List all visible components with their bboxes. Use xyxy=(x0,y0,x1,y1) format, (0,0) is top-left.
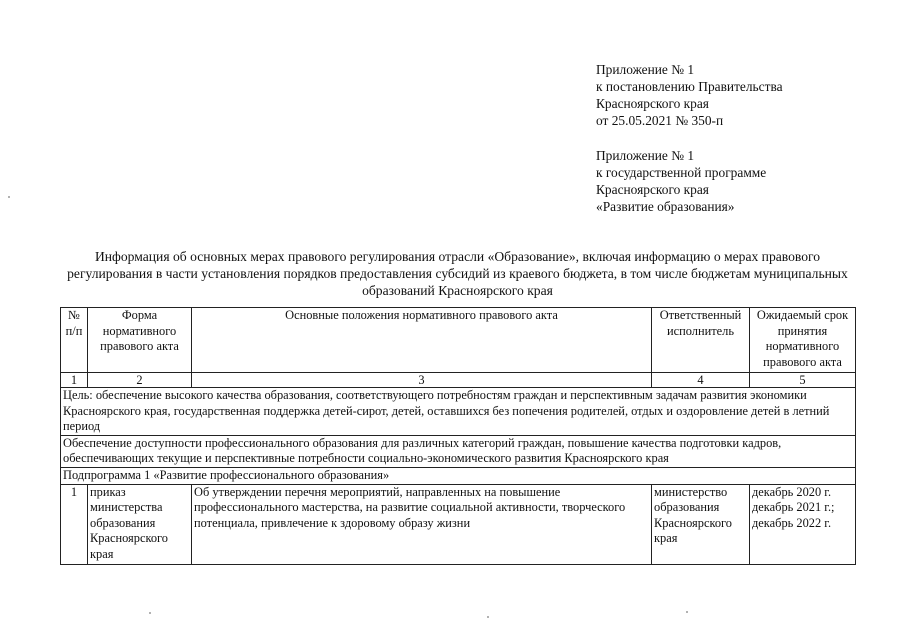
appendix-2-line: «Развитие образования» xyxy=(596,199,735,214)
appendix-2-line: Приложение № 1 xyxy=(596,148,695,163)
header-term: Ожидаемый срок принятия нормативного правового акта xyxy=(750,308,856,373)
row-term: декабрь 2022 г. xyxy=(752,515,832,530)
goal-text: Цель: обеспечение высокого качества образования, соответствующего потребностям граждан и перспективным задачам развития экономики Красноярского края, государственная поддержка детей-сирот, детей, оставшихся без попечения родителей, отдых и оздоровление детей в летний период xyxy=(61,388,856,436)
row-provisions: Об утверждении перечня мероприятий, направленных на повышение профессионального мастерства, на развитие социальной активности, творческого потенциала, привлечение к здоровому образу жизни xyxy=(192,484,652,564)
column-number: 3 xyxy=(192,373,652,388)
appendix-2-line: к государственной программе xyxy=(596,165,767,180)
row-number: 1 xyxy=(61,484,88,564)
column-number: 2 xyxy=(88,373,192,388)
document-title: Информация об основных мерах правового регулирования отрасли «Образование», включая информацию о мерах правового регулирования в части установления порядков предоставления субсидий из краевого бюджета, в том числе бюджетам муниципальных образований Красноярского края xyxy=(67,249,848,298)
table-row xyxy=(61,484,856,564)
subprogram-text: Подпрограмма 1 «Развитие профессионального образования» xyxy=(61,467,856,484)
column-number: 5 xyxy=(750,373,856,388)
row-term: декабрь 2021 г.; xyxy=(752,500,835,515)
row-executor: министерство образования Красноярского края xyxy=(652,484,750,564)
row-form: приказ министерства образования Красноярского края xyxy=(88,484,192,564)
row-terms xyxy=(750,484,856,564)
header-num: № п/п xyxy=(61,308,88,373)
appendix-1-line: Приложение № 1 xyxy=(596,62,695,77)
column-number: 4 xyxy=(652,373,750,388)
row-term: декабрь 2020 г. xyxy=(752,484,832,499)
header-form: Форма нормативного правового акта xyxy=(88,308,192,373)
subprogram-row xyxy=(61,467,856,484)
appendix-1-line: от 25.05.2021 № 350-п xyxy=(596,113,724,128)
scan-speck xyxy=(686,611,688,613)
appendix-2-line: Красноярского края xyxy=(596,182,709,197)
appendix-1-line: Красноярского края xyxy=(596,96,709,111)
table-header-row xyxy=(61,308,856,373)
appendix-2-block xyxy=(596,147,766,215)
scan-speck xyxy=(8,196,10,198)
task-text: Обеспечение доступности профессионального образования для различных категорий граждан, повышение качества подготовки кадров, обеспечивающих текущие и перспективные потребности социально-экономического развития Красноярского края xyxy=(61,435,856,467)
header-executor: Ответственный исполнитель xyxy=(652,308,750,373)
column-number: 1 xyxy=(61,373,88,388)
scan-speck xyxy=(149,612,151,614)
task-row xyxy=(61,435,856,467)
column-numbers-row xyxy=(61,373,856,388)
header-provisions: Основные положения нормативного правового акта xyxy=(192,308,652,373)
appendix-1-block xyxy=(596,61,783,129)
scan-speck xyxy=(487,616,489,618)
measures-table xyxy=(60,307,856,565)
goal-row xyxy=(61,388,856,436)
appendix-1-line: к постановлению Правительства xyxy=(596,79,783,94)
